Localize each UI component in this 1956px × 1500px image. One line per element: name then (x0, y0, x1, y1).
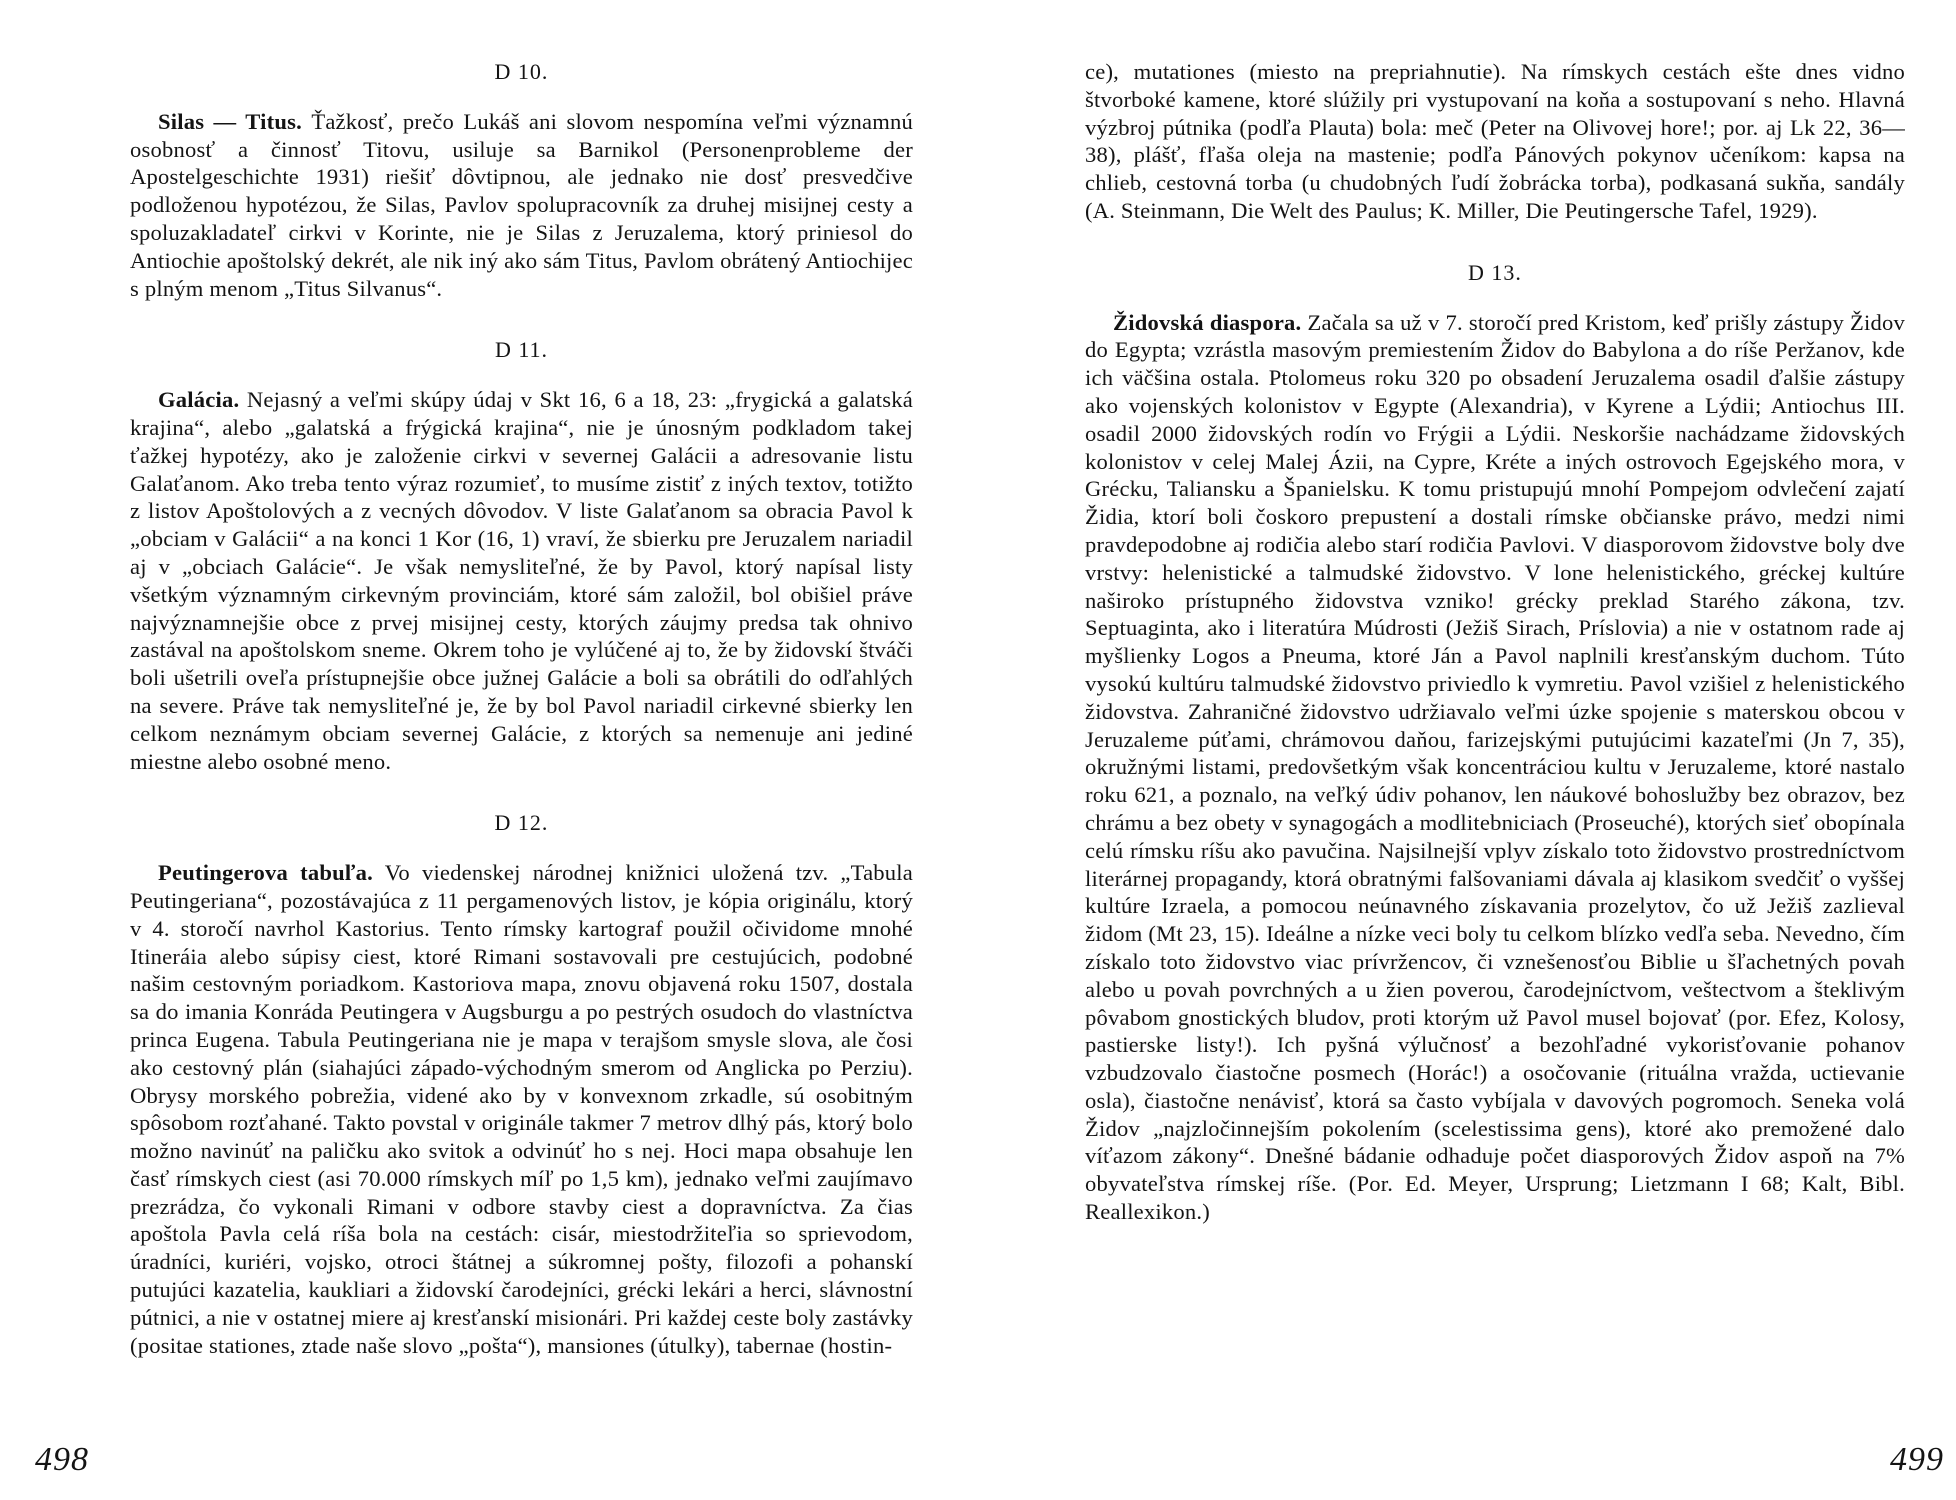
section-d10-text (130, 108, 913, 303)
section-d10-body: Ťažkosť, prečo Lukáš ani slovom nespomína veľmi významnú osobnosť a činnosť Titovu, usiluje sa Barnikol (Personenprobleme der Apostelgeschichte 1931) riešiť dôvtipnou, ale jednako nie dosť presvedčive podloženou hypotézou, že Silas, Pavlov spolupracovník za druhej misijnej cesty a spoluzakladateľ cirkvi v Korinte, nie je Silas z Jeruzalema, ktorý priniesol do Antiochie apoštolský dekrét, ale nik iný ako sám Titus, Pavlom obrátený Antiochijec s plným menom „Titus Silvanus“. (130, 108, 913, 301)
section-d11-body: Nejasný a veľmi skúpy údaj v Skt 16, 6 a 18, 23: „frygická a galatská krajina“, alebo „galatská a frýgická krajina“, nie je únosným podkladom takej ťažkej hypotézy, ako je založenie cirkvi v severnej Galácii a adresovanie listu Galaťanom. Ako treba tento výraz rozumieť, to musíme zistiť z iných textov, totižto z listov Apoštolových a z vecných dôvodov. V liste Galaťanom sa obracia Pavol k „obciam v Galácii“ a na konci 1 Kor (16, 1) vraví, že sbierku pre Jeruzalem nariadil aj v „obciach Galácie“. Je však nemysliteľné, že by Pavol, ktorý napísal listy všetkým významným cirkevným provinciám, ktoré sám založil, bol obišiel práve najvýznamnejšie obce z prvej misijnej cesty, ktorých záujmy predsa tak ohnivo zastával na apoštolskom sneme. Okrem toho je vylúčené aj to, že by židovskí štváči boli ušetrili oveľa prístupnejšie obce južnej Galácie a boli sa obrátili do odľahlých na severe. Práve tak nemysliteľné je, že by bol Pavol nariadil cirkevné sbierky len celkom neznámym obciam severnej Galácie, z ktorých sa nemenuje ani jediné miestne alebo osobné meno. (130, 387, 913, 774)
section-d13-heading: Židovská diaspora. (1113, 309, 1302, 335)
left-column (130, 58, 913, 1359)
right-page (978, 0, 1956, 1500)
section-d12-body: Vo viedenskej národnej knižnici uložená tzv. „Tabula Peutingeriana“, pozostávajúca z 11 pergamenových listov, je kópia originálu, ktorý v 4. storočí navrhol Kastorius. Tento rímsky kartograf použil očividomе mnohé Itineráia alebo súpisy ciest, ktoré Rimani sostavovali pre cestujúcich, podobné našim cestovným poriadkom. Kastoriova mapa, znovu objavená roku 1507, dostala sa do imania Konráda Peutingera v Augsburgu a po pestrých osudoch do vlastníctva princa Eugena. Tabula Peutingeriana nie je mapa v terajšom smysle slova, ale čosi ako cestovný plán (siahajúci západo-východným smerom od Anglicka po Perziu). Obrysy morského pobrežia, videné ako by v konvexnom zrkadle, sú osobitným spôsobom rozťahané. Takto povstal v originále takmer 7 metrov dlhý pás, ktorý bolo možno navinúť na paličku ako svitok a odvinúť ho s nej. Hoci mapa obsahuje len časť rímskych ciest (asi 70.000 rímskych míľ po 1,5 km), jednako veľmi zaujímavo prezrádza, čo vykonali Rimani v odbore stavby ciest a dopravníctva. Za čias apoštola Pavla celá ríša bola na cestách: cisár, miestodržiteľia so sprievodom, úradníci, kuriéri, vojsko, otroci štátnej a súkromnej pošty, filozofi a pohanskí putujúci kazatelia, kaukliari a židovskí čarodejníci, grécki lekári a herci, slávnostní pútnici, a nie v ostatnej miere aj kresťanskí misionári. Pri každej ceste boly zastávky (positae stationes, ztade naše slovo „pošta“), mansiones (útulky), tabernae (hostin- (130, 860, 913, 1358)
section-title-d13: D 13. (1468, 259, 1522, 285)
page-number-right: 499 (1890, 1441, 1944, 1478)
section-title-d10: D 10. (494, 59, 549, 84)
section-d11-heading: Galácia. (158, 387, 240, 413)
continuation-text: ce), mutationes (miesto na prepriahnutie). Na rímskych cestách ešte dnes vidno štvorboké kamene, ktoré slúžily pri vystupovaní na koňa a sostupovaní s neho. Hlavná výzbroj pútnika (podľa Plauta) bola: meč (Peter na Olivovej hore!; por. aj Lk 22, 36—38), plášť, fľaša oleja na mastenie; podľa Pánových pokynov učeníkom: kapsa na chlieb, cestovná torba (u chudobných ľudí žobrácka torba), podkasaná sukňa, sandály (A. Steinmann, Die Welt des Paulus; K. Miller, Die Peutingersche Tafel, 1929). (1085, 59, 1905, 223)
section-d13-body: Začala sa už v 7. storočí pred Kristom, keď prišly zástupy Židov do Egypta; vzrástla masovým premiestením Židov do Babylona a do ríše Peržanov, kde ich väčšina ostala. Ptolomeus roku 320 po obsadení Jeruzalema osadil ďalšie zástupy ako vojenských kolonistov v Egypte (Alexandria), v Kyrene a Lýdii; Antiochus III. osadil 2000 židovských rodín vo Frýgii a Lýdii. Neskoršie nachádzame židovských kolonistov v celej Malej Ázii, na Cypre, Kréte a iných ostrovoch Egejského mora, v Grécku, Taliansku a Španielsku. K tomu pristupujú mnohí Pompejom odvlečení zajatí Židia, ktorí boli čoskoro prepustení a dostali rímske občianske právo, medzi nimi pravdepodobne aj rodičia alebo starí rodičia Pavlovi. V diasporovom židovstve boly dve vrstvy: helenistické a talmudské židovstvo. V lone helenistického, gréckej kultúre naširoko prístupného židovstva vzniko! grécky preklad Starého zákona, tzv. Septuaginta, ako i literatúra Múdrosti (Ježiš Sirach, Príslovia) a nie v ostatnom rade aj myšlienky Logos a Pneuma, ktoré Ján a Pavol naplnili kresťanským duchom. Túto vysokú kultúru talmudské židovstvo priviedlo k vymretiu. Pavol vzišiel z helenistického židovstva. Zahraničné židovstvo udržiavalo veľmi úzke spojenie s materskou obcou v Jeruzaleme púťami, chrámovou daňou, farizejskými putujúcimi kazateľmi (Jn 7, 35), okružnými listami, predovšetkým však koncentráciou kultu v Jeruzaleme, ktoré nastalo roku 621, a poznalo, na veľký údiv pohanov, len náukové bohoslužby bez obrazov, bez chrámu a bez obety v synagogách a modlitebniciach (Proseuché), ktorých sieť obopínala celú rímsku ríšu ako pavučina. Najsilnejší vplyv získalo toto židovstvo prostredníctvom literárnej propagandy, ktorá obratnými falšovaniami dávala aj klasikom svedčiť o vyššej kultúre Izraela, a pomocou neúnavného získavania prozelytov, čo už Ježiš zazlieval židom (Mt 23, 15). Ideálne a nízke veci boly tu celkom blízko vedľa seba. Nevedno, čím získalo toto židovstvo viac prívržencov, či vznešenosťou Biblie u šľachetných povah alebo u povah povrchných a u žien poverou, čarodejníctvom, veštectvom a šteklivým pôvabom gnostických bludov, proti ktorým už Pavol musel bojovať (por. Efez, Kolosy, pastierske listy!). Ich pyšná výlučnosť a bezohľadné vykorisťovanie pohanov vzbudzovalo čiastočne posmech (Horác!) a osočovanie (rituálna vražda, uctievanie osla), čiastočne nenávisť, ktorá sa často vybíjala v davových pogromoch. Seneka volá Židov „najzločinnejším pokolením (scelestissima gens), ktoré ako premožené dalo víťazom zákony“. Dnešné bádanie odhaduje počet diasporových Židov aspoň na 7% obyvateľstva rímskej ríše. (Por. Ed. Meyer, Ursprung; Lietzmann I 68; Kalt, Bibl. Reallexikon.) (1085, 309, 1905, 1225)
section-d12-heading: Peutingerova tabuľa. (158, 860, 374, 886)
right-column (1085, 58, 1905, 1226)
section-d13-text (1085, 309, 1905, 1226)
page-number-left: 498 (35, 1441, 89, 1478)
section-title-d12: D 12. (494, 810, 549, 836)
section-title-d11: D 11. (494, 337, 549, 363)
section-d10-heading: Silas — Titus. (158, 108, 302, 134)
section-d11-text (130, 386, 913, 775)
section-d12-text (130, 859, 913, 1359)
